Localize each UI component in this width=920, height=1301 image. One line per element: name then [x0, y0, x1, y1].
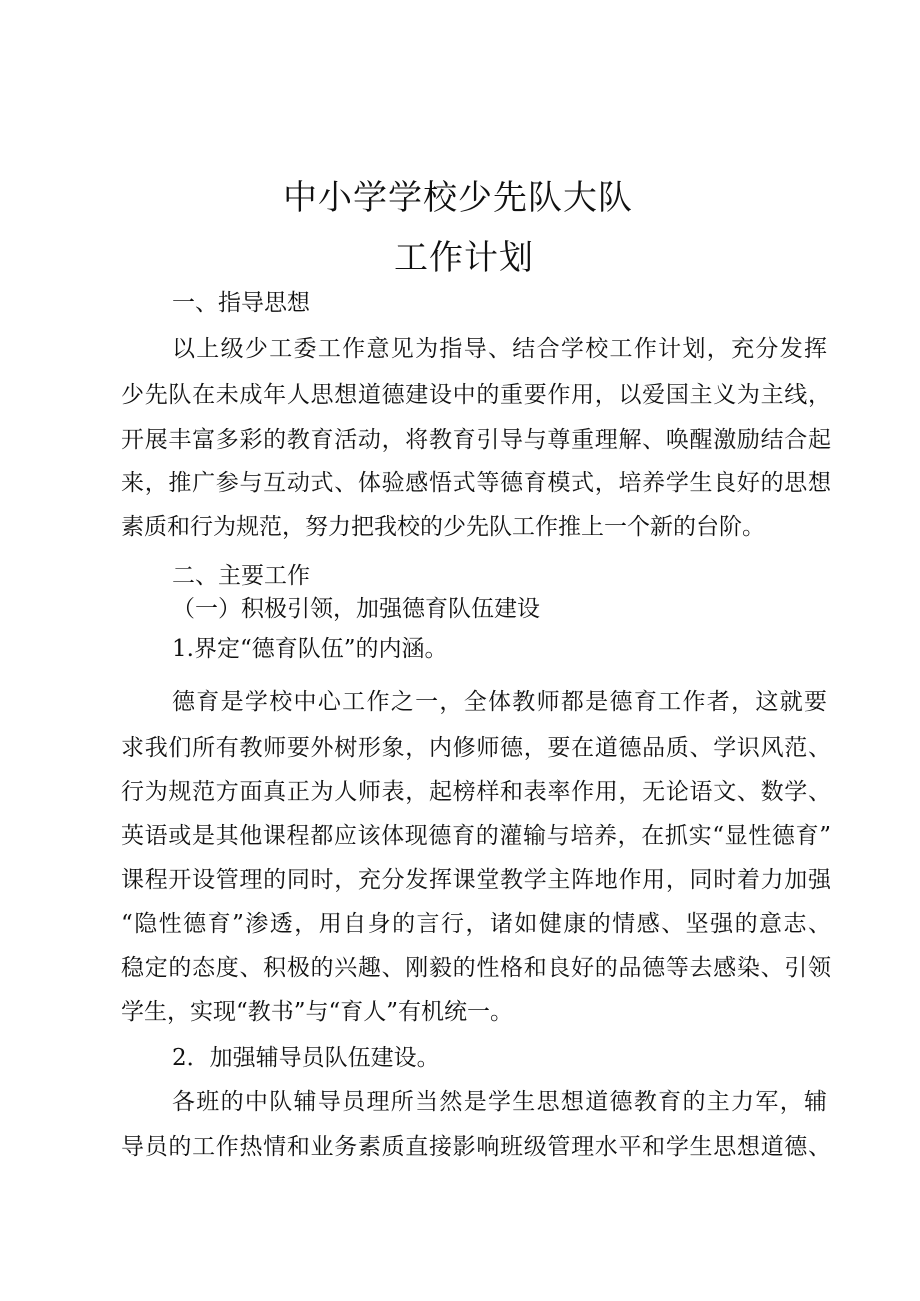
document-title-line2: 工作计划 — [394, 238, 534, 278]
paragraph-line: “隐性德育”渗透，用自身的言行，诸如健康的情感、坚强的意志、 — [121, 911, 831, 937]
paragraph-line: 行为规范方面真正为人师表，起榜样和表率作用，无论语文、数学、 — [121, 779, 831, 805]
paragraph-line: 求我们所有教师要外树形象，内修师德，要在道德品质、学识风范、 — [121, 735, 831, 761]
document-title-line1: 中小学学校少先队大队 — [283, 178, 633, 218]
section2-heading: 二、主要工作 — [172, 563, 310, 589]
paragraph-line: 来，推广参与互动式、体验感悟式等德育模式，培养学生良好的思想 — [121, 470, 831, 496]
item2-heading: 2．加强辅导员队伍建设。 — [172, 1045, 440, 1071]
paragraph-line: 素质和行为规范，努力把我校的少先队工作推上一个新的台阶。 — [121, 514, 765, 540]
item1-heading: 1.界定“德育队伍”的内涵。 — [172, 636, 448, 662]
paragraph-line: 各班的中队辅导员理所当然是学生思想道德教育的主力军，辅 — [172, 1089, 827, 1115]
paragraph-line: 英语或是其他课程都应该体现德育的灌输与培养，在抓实“显性德育” — [121, 823, 831, 849]
paragraph-line: 学生，实现“教书”与“育人”有机统一。 — [121, 999, 514, 1025]
paragraph-line: 课程开设管理的同时，充分发挥课堂教学主阵地作用，同时着力加强 — [121, 867, 831, 893]
paragraph-line: 以上级少工委工作意见为指导、结合学校工作计划，充分发挥 — [172, 336, 827, 362]
section1-heading: 一、指导思想 — [172, 290, 310, 316]
paragraph-line: 开展丰富多彩的教育活动，将教育引导与尊重理解、唤醒激励结合起 — [121, 427, 831, 453]
paragraph-line: 导员的工作热情和业务素质直接影响班级管理水平和学生思想道德、 — [121, 1134, 831, 1160]
paragraph-line: 稳定的态度、积极的兴趣、刚毅的性格和良好的品德等去感染、引领 — [121, 955, 831, 981]
paragraph-line: 德育是学校中心工作之一，全体教师都是德育工作者，这就要 — [172, 689, 827, 715]
section2-subheading: （一）积极引领，加强德育队伍建设 — [172, 596, 540, 622]
paragraph-line: 少先队在未成年人思想道德建设中的重要作用，以爱国主义为主线， — [121, 382, 831, 408]
